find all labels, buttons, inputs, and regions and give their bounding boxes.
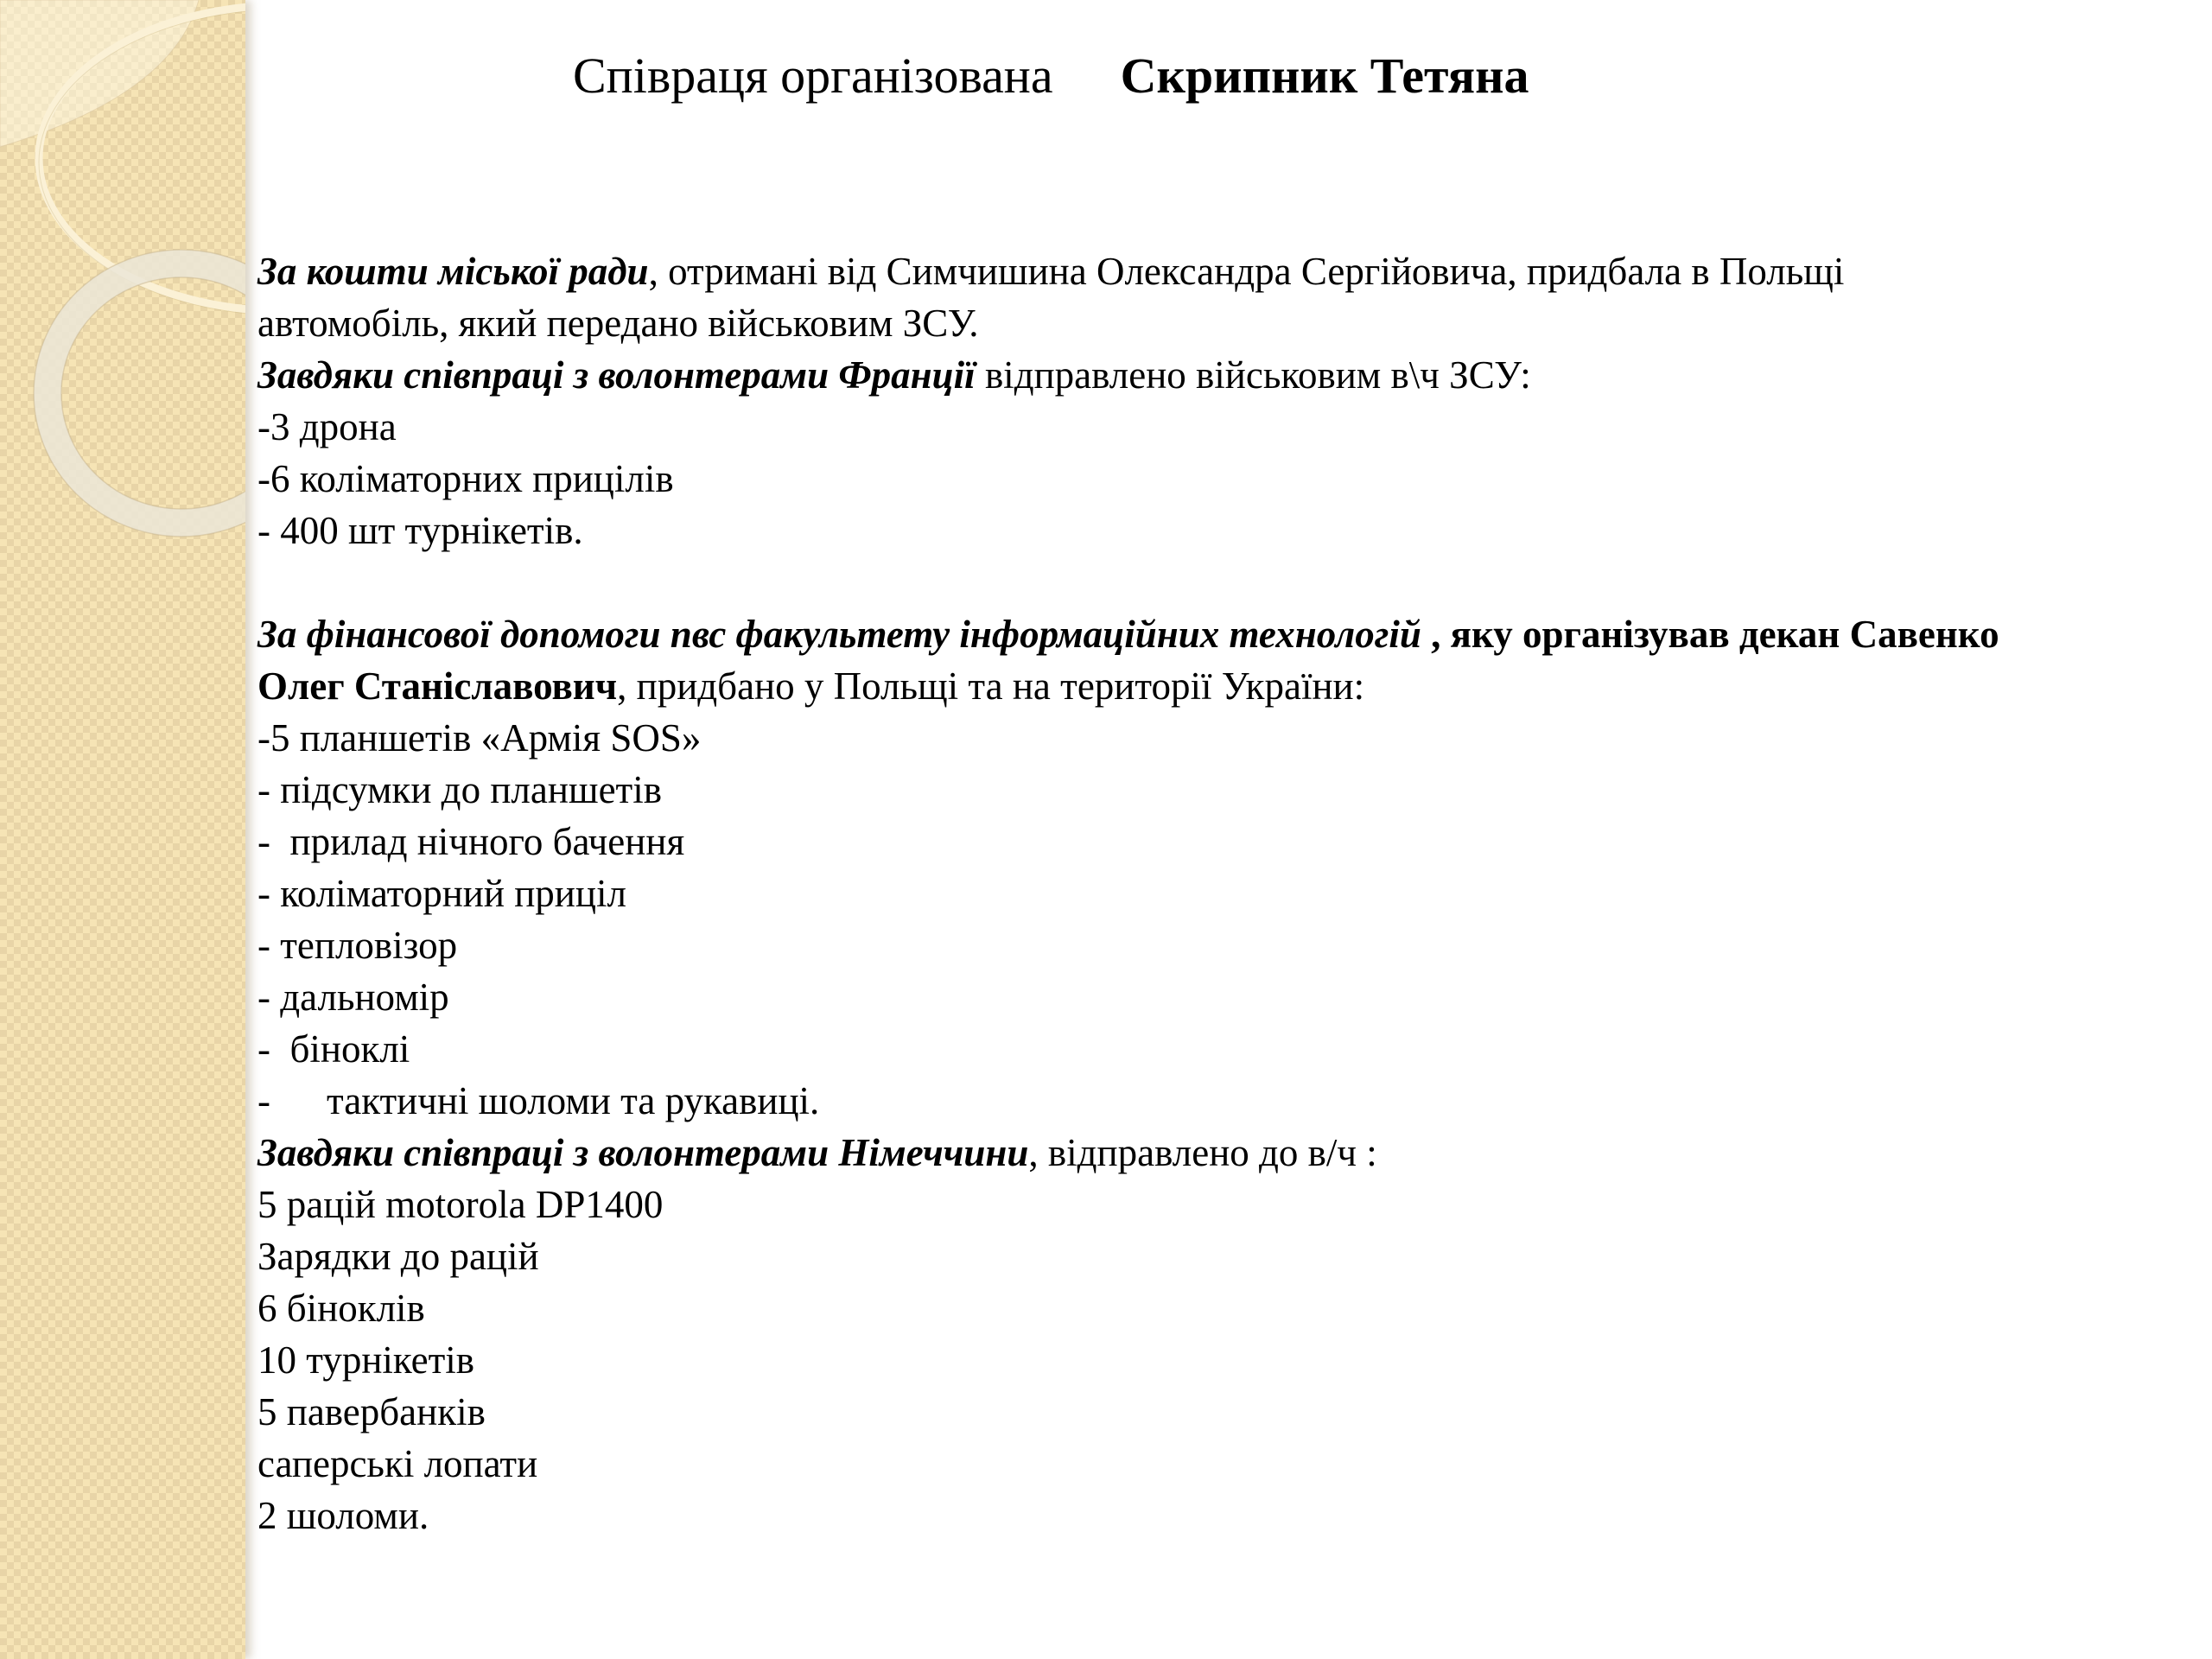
list-item: 6 біноклів bbox=[257, 1287, 425, 1330]
section2-lead: Завдяки співпраці з волонтерами Франції bbox=[257, 353, 976, 397]
section3-line2-rest: , придбано у Польщі та на території України: bbox=[617, 664, 1365, 708]
section4-line1 bbox=[257, 1127, 2202, 1179]
section3-lead-bold: , яку організував декан Савенко bbox=[1421, 613, 1999, 656]
section3-line2 bbox=[257, 660, 2202, 712]
list-item bbox=[257, 1075, 2202, 1127]
title-prefix: Співраця організована bbox=[573, 48, 1053, 104]
title-name: Скрипник Тетяна bbox=[1120, 48, 1529, 104]
section1-lead: За кошти міської ради bbox=[257, 250, 649, 293]
list-dash: - bbox=[257, 1079, 270, 1122]
decorative-rings-icon bbox=[0, 0, 245, 1659]
list-item: - біноклі bbox=[257, 1027, 410, 1071]
list-item: -5 планшетів «Армія SOS» bbox=[257, 716, 702, 760]
list-item: 5 рацій motorola DP1400 bbox=[257, 1183, 664, 1226]
list-item: 5 павербанків bbox=[257, 1390, 486, 1433]
list-item: - коліматорний приціл bbox=[257, 872, 626, 915]
slide-body bbox=[257, 245, 2202, 1541]
list-item: - підсумки до планшетів bbox=[257, 768, 662, 811]
section3-dean-name: Олег Станіславович bbox=[257, 664, 618, 708]
section2-lead-rest: відправлено військовим в\ч ЗСУ: bbox=[975, 353, 1531, 397]
section4-lead: Завдяки співпраці з волонтерами Німеччини bbox=[257, 1131, 1029, 1174]
section2-line1 bbox=[257, 349, 2202, 401]
list-item: - тепловізор bbox=[257, 924, 458, 967]
list-item-text: тактичні шоломи та рукавиці. bbox=[327, 1079, 820, 1122]
section1-line1 bbox=[257, 245, 2202, 297]
list-item: саперські лопати bbox=[257, 1442, 538, 1485]
section1-lead-rest: , отримані від Симчишина Олександра Сергійовича, придбала в Польщі bbox=[648, 250, 1845, 293]
spacer bbox=[257, 556, 2202, 608]
section1-line2: автомобіль, який передано військовим ЗСУ. bbox=[257, 302, 979, 345]
list-item: -3 дрона bbox=[257, 405, 397, 448]
list-item: Зарядки до рацій bbox=[257, 1235, 539, 1278]
section4-lead-rest: , відправлено до в/ч : bbox=[1028, 1131, 1377, 1174]
section3-line1 bbox=[257, 608, 2202, 660]
list-item: - прилад нічного бачення bbox=[257, 820, 685, 863]
list-item: -6 коліматорних прицілів bbox=[257, 457, 674, 500]
section3-lead: За фінансової допомоги пвс факультету інформаційних технологій bbox=[257, 613, 1421, 656]
slide-title bbox=[573, 45, 1529, 107]
list-item: - дальномір bbox=[257, 976, 449, 1019]
list-item: - 400 шт турнікетів. bbox=[257, 509, 583, 552]
decorative-sidebar bbox=[0, 0, 245, 1659]
list-item: 2 шоломи. bbox=[257, 1494, 429, 1537]
list-item: 10 турнікетів bbox=[257, 1338, 475, 1382]
